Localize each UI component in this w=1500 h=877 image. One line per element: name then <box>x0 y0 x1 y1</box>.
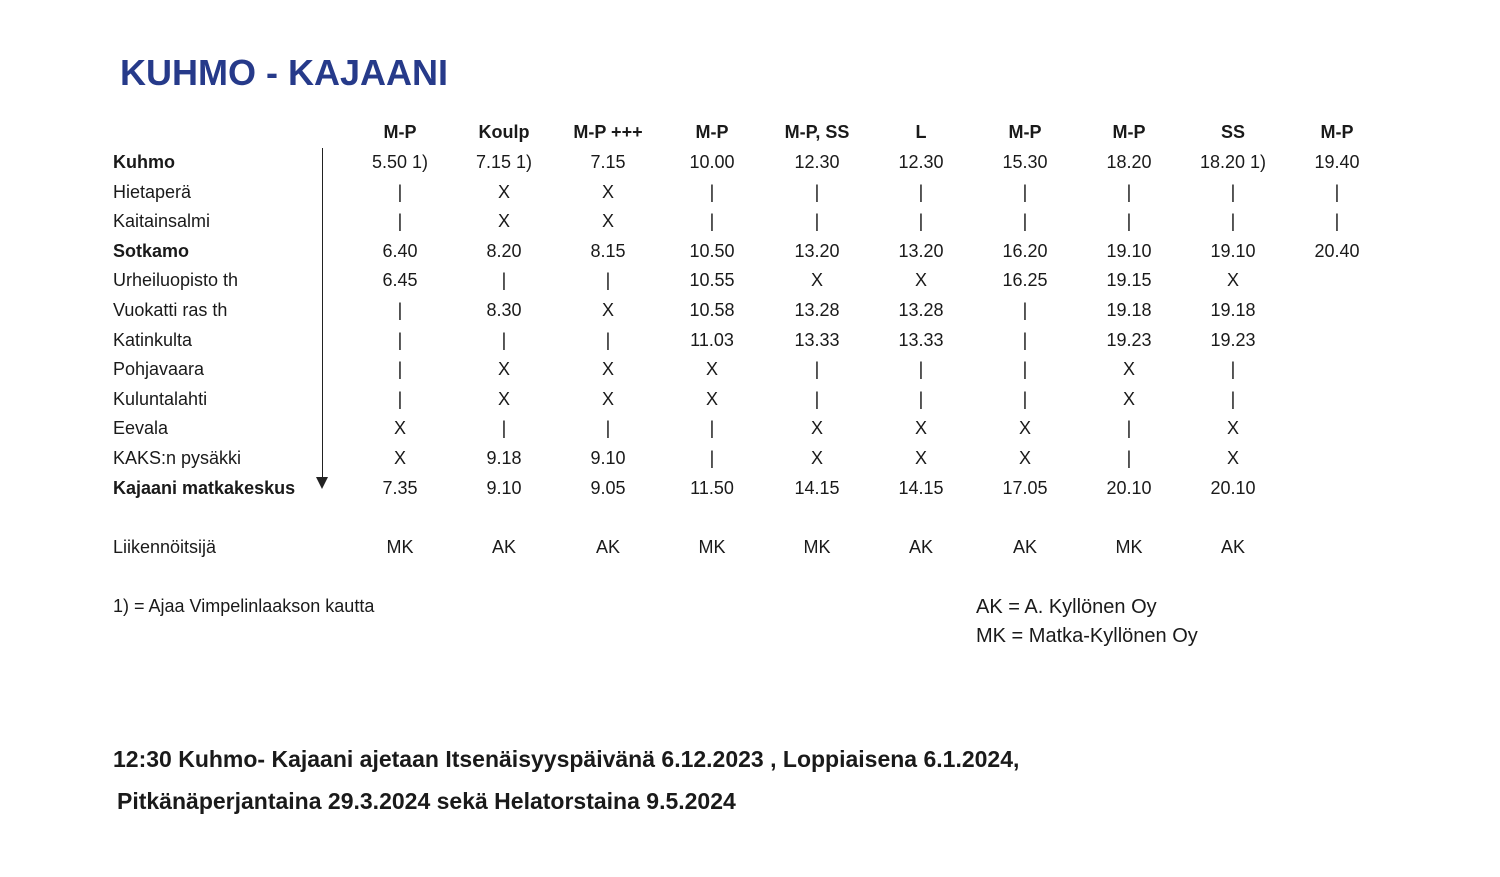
footnote: 1) = Ajaa Vimpelinlaakson kautta <box>113 596 375 616</box>
time-cell: | <box>918 359 924 380</box>
time-cell: 19.23 <box>1210 329 1256 350</box>
time-cell: X <box>393 418 407 439</box>
time-cell: | <box>397 388 403 409</box>
time-cell: | <box>814 359 820 380</box>
time-cell: | <box>709 448 715 468</box>
time-cell: 19.40 <box>1314 152 1360 172</box>
time-cell: X <box>1226 448 1240 468</box>
time-cell: | <box>1022 329 1028 350</box>
time-cell: 17.05 <box>1002 477 1048 498</box>
time-cell: | <box>1022 388 1028 409</box>
stop-name: Katinkulta <box>113 329 193 350</box>
time-cell: 10.50 <box>689 240 735 261</box>
time-cell: 11.03 <box>690 329 734 350</box>
time-cell: X <box>497 359 511 380</box>
column-header: M-P <box>695 122 729 142</box>
notice-line-2: Pitkänäperjantaina 29.3.2024 sekä Helatorstaina 9.5.2024 <box>117 788 736 814</box>
time-cell: | <box>918 181 924 202</box>
stop-name: Hietaperä <box>113 181 192 202</box>
column-header: Koulp <box>478 122 530 142</box>
time-cell: 19.23 <box>1106 329 1152 350</box>
time-cell: X <box>393 448 407 468</box>
time-cell: 14.15 <box>898 477 944 498</box>
legend-mk: MK = Matka-Kyllönen Oy <box>976 625 1198 647</box>
time-cell: | <box>397 211 403 232</box>
time-cell: X <box>705 359 719 380</box>
time-cell: | <box>605 329 611 350</box>
time-cell: | <box>1022 211 1028 232</box>
time-cell: 9.18 <box>486 448 522 468</box>
column-header: SS <box>1220 122 1246 142</box>
time-cell: | <box>605 418 611 439</box>
time-cell: 12.30 <box>794 152 840 172</box>
time-cell: X <box>810 270 824 291</box>
time-cell: 13.28 <box>898 300 944 320</box>
time-cell: | <box>1126 211 1132 232</box>
time-cell: 19.10 <box>1106 240 1152 261</box>
operator-cell: AK <box>1220 537 1246 557</box>
time-cell: | <box>918 388 924 409</box>
time-cell: | <box>501 418 507 439</box>
time-cell: X <box>1122 359 1136 380</box>
column-header: M-P <box>1112 122 1146 142</box>
time-cell: 9.10 <box>590 448 626 468</box>
time-cell: | <box>1022 181 1028 202</box>
time-cell: 7.35 <box>382 477 418 498</box>
column-header: M-P <box>1008 122 1042 142</box>
time-cell: | <box>397 300 403 320</box>
column-header: M-P +++ <box>573 122 643 142</box>
time-cell: 13.28 <box>794 300 840 320</box>
notice-line-1: 12:30 Kuhmo- Kajaani ajetaan Itsenäisyyspäivänä 6.12.2023 , Loppiaisena 6.1.2024, <box>113 746 1020 772</box>
operator-cell: MK <box>803 537 831 557</box>
operator-cell: MK <box>1115 537 1143 557</box>
time-cell: 10.58 <box>689 300 735 320</box>
stop-name: KAKS:n pysäkki <box>113 448 242 468</box>
time-cell: | <box>1334 211 1340 232</box>
time-cell: 5.50 1) <box>371 152 429 172</box>
time-cell: 19.18 <box>1106 300 1152 320</box>
time-cell: X <box>497 388 511 409</box>
time-cell: | <box>1230 211 1236 232</box>
time-cell: X <box>601 388 615 409</box>
time-cell: | <box>814 211 820 232</box>
time-cell: | <box>709 181 715 202</box>
time-cell: | <box>1022 359 1028 380</box>
time-cell: 16.25 <box>1002 270 1048 291</box>
time-cell: | <box>1230 181 1236 202</box>
time-cell: X <box>601 211 615 232</box>
holiday-notice <box>113 738 1019 822</box>
stop-name: Urheiluopisto th <box>113 270 239 291</box>
time-cell: 8.15 <box>590 240 626 261</box>
operator-cell: AK <box>908 537 934 557</box>
time-cell: 19.10 <box>1210 240 1256 261</box>
time-cell: X <box>497 211 511 232</box>
column-header: M-P <box>1320 122 1354 142</box>
time-cell: 13.33 <box>794 329 840 350</box>
time-cell: 13.20 <box>794 240 840 261</box>
time-cell: X <box>497 181 511 202</box>
operator-legend <box>976 593 1198 651</box>
time-cell: 10.55 <box>689 270 735 291</box>
time-cell: | <box>397 329 403 350</box>
time-cell: | <box>1230 388 1236 409</box>
time-cell: | <box>501 270 507 291</box>
time-cell: X <box>914 448 928 468</box>
operator-row-label: Liikennöitsijä <box>113 537 217 557</box>
time-cell: | <box>709 211 715 232</box>
time-cell: | <box>814 181 820 202</box>
down-arrow-icon <box>322 148 323 478</box>
time-cell: 20.10 <box>1106 477 1152 498</box>
legend-ak: AK = A. Kyllönen Oy <box>976 596 1157 618</box>
time-cell: | <box>605 270 611 291</box>
stop-name: Vuokatti ras th <box>113 300 228 320</box>
stop-name: Sotkamo <box>113 240 190 261</box>
time-cell: | <box>1334 181 1340 202</box>
stop-name: Eevala <box>113 418 169 439</box>
page-title: KUHMO - KAJAANI <box>120 52 448 93</box>
time-cell: 16.20 <box>1002 240 1048 261</box>
time-cell: X <box>601 300 615 320</box>
time-cell: 18.20 <box>1106 152 1152 172</box>
time-cell: 18.20 1) <box>1199 152 1267 172</box>
time-cell: 7.15 1) <box>475 152 533 172</box>
time-cell: 13.20 <box>898 240 944 261</box>
time-cell: | <box>1126 418 1132 439</box>
time-cell: X <box>1226 270 1240 291</box>
time-cell: X <box>705 388 719 409</box>
operator-cell: MK <box>386 537 414 557</box>
time-cell: X <box>914 270 928 291</box>
time-cell: X <box>601 359 615 380</box>
operator-cell: AK <box>491 537 517 557</box>
operator-cell: AK <box>1012 537 1038 557</box>
time-cell: 10.00 <box>689 152 735 172</box>
stop-name: Kuluntalahti <box>113 388 208 409</box>
time-cell: | <box>1126 181 1132 202</box>
stop-name: Pohjavaara <box>113 359 205 380</box>
column-header: M-P <box>383 122 417 142</box>
operator-cell: MK <box>698 537 726 557</box>
time-cell: | <box>709 418 715 439</box>
time-cell: X <box>914 418 928 439</box>
time-cell: X <box>1122 388 1136 409</box>
stop-name: Kuhmo <box>113 152 175 172</box>
stop-name: Kajaani matkakeskus <box>113 477 296 498</box>
time-cell: 9.10 <box>486 477 522 498</box>
stop-name: Kaitainsalmi <box>113 211 211 232</box>
time-cell: | <box>918 211 924 232</box>
time-cell: | <box>501 329 507 350</box>
time-cell: 14.15 <box>794 477 840 498</box>
time-cell: | <box>397 181 403 202</box>
time-cell: | <box>397 359 403 380</box>
time-cell: 7.15 <box>590 152 626 172</box>
time-cell: X <box>1018 418 1032 439</box>
time-cell: 15.30 <box>1002 152 1048 172</box>
time-cell: X <box>810 418 824 439</box>
time-cell: 19.18 <box>1210 300 1256 320</box>
time-cell: 19.15 <box>1106 270 1152 291</box>
time-cell: 12.30 <box>898 152 944 172</box>
time-cell: X <box>1226 418 1240 439</box>
column-header: M-P, SS <box>784 122 850 142</box>
time-cell: | <box>1022 300 1028 320</box>
column-header: L <box>915 122 927 142</box>
time-cell: X <box>810 448 824 468</box>
time-cell: 8.30 <box>486 300 522 320</box>
time-cell: | <box>1230 359 1236 380</box>
time-cell: 20.10 <box>1210 477 1256 498</box>
time-cell: X <box>1018 448 1032 468</box>
time-cell: X <box>601 181 615 202</box>
arrow-head-icon <box>316 477 328 489</box>
time-cell: 11.50 <box>690 477 734 498</box>
time-cell: | <box>814 388 820 409</box>
time-cell: 13.33 <box>898 329 944 350</box>
operator-cell: AK <box>595 537 621 557</box>
time-cell: 8.20 <box>486 240 522 261</box>
time-cell: 9.05 <box>590 477 626 498</box>
time-cell: 6.40 <box>382 240 418 261</box>
time-cell: | <box>1126 448 1132 468</box>
time-cell: 20.40 <box>1314 240 1360 261</box>
time-cell: 6.45 <box>382 270 418 291</box>
